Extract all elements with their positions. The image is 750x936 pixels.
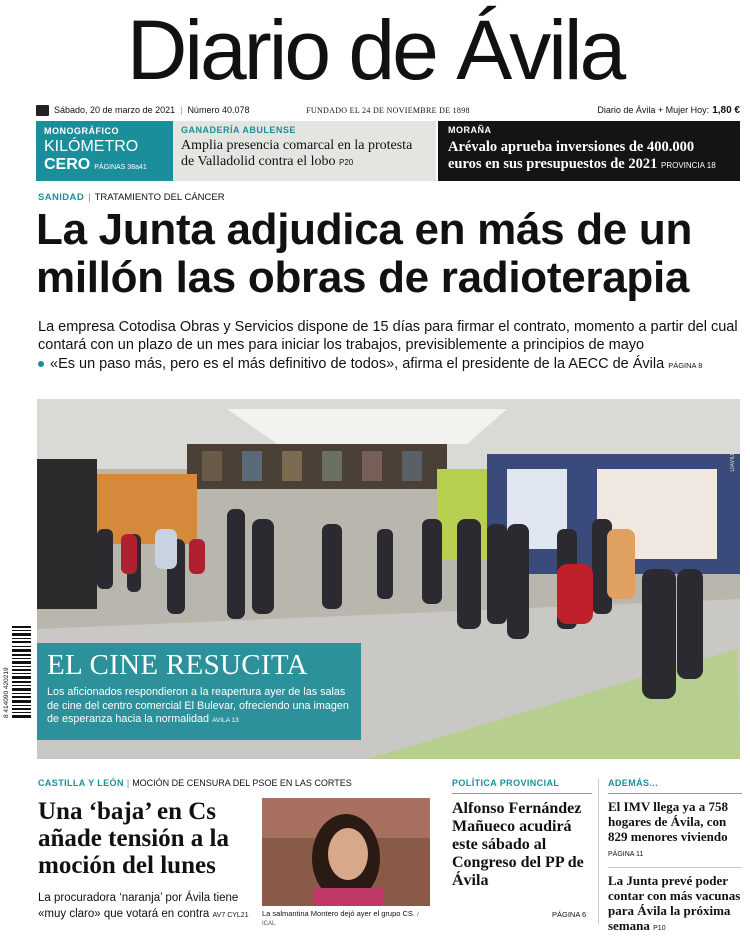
- page-ref: PROVINCIA 18: [660, 161, 716, 170]
- subsection-label: MOCIÓN DE CENSURA DEL PSOE EN LAS CORTES: [132, 778, 352, 788]
- teaser-kilometro-cero[interactable]: [36, 121, 173, 181]
- story-headline[interactable]: Alfonso Fernández Mañueco acudirá este sábado al Congreso del PP de Ávila: [452, 800, 584, 889]
- teaser-morana[interactable]: [436, 121, 740, 181]
- montero-photo[interactable]: [262, 798, 430, 906]
- photo-caption: La salmantina Montero dejó ayer el grupo CS.: [262, 909, 416, 918]
- brief-text: El IMV llega ya a 758 hogares de Ávila, con 829 menores viviendo: [608, 799, 729, 844]
- page-ref: PÁGINA 6: [552, 910, 587, 919]
- page-ref: P10: [653, 925, 666, 932]
- section-label: CASTILLA Y LEÓN: [38, 778, 124, 788]
- price: 1,80 €: [712, 104, 740, 116]
- page-ref: AVILA 13: [212, 717, 239, 724]
- portrait-image: [262, 798, 430, 906]
- main-section-tag: [38, 192, 225, 203]
- divider: [608, 867, 742, 868]
- dateline: [36, 103, 740, 117]
- teaser-headline: Arévalo aprueba inversiones de 400.000 euros en sus presupuestos de 2021: [448, 139, 695, 172]
- bullet-icon: [38, 361, 44, 367]
- issue-date: Sábado, 20 de marzo de 2021: [54, 105, 176, 115]
- divider: [608, 793, 742, 794]
- photo-caption-text: Los aficionados respondieron a la reapertura ayer de las salas de cine del centro comercial El Bulevar, ofreciendo una imagen de esperanza hacia la normalidad: [47, 686, 349, 725]
- teaser-kicker: GANADERÍA ABULENSE: [181, 125, 296, 135]
- section-label: ADEMÁS...: [608, 778, 659, 788]
- photo-credit: DAVID CASTRO: [730, 427, 736, 472]
- teaser-kicker: MORAÑA: [448, 125, 492, 135]
- teaser-title: KILÓMETRO: [44, 138, 139, 155]
- teaser-ganaderia[interactable]: [173, 121, 436, 181]
- section-tag: [38, 778, 430, 788]
- main-lead: La empresa Cotodisa Obras y Servicios dispone de 15 días para firmar el contrato, momento a partir del cual contará con un plazo de un mes para iniciar los trabajos, previsiblemente a principios de mayo: [38, 319, 738, 353]
- founded-line: FUNDADO EL 24 DE NOVIEMBRE DE 1898: [306, 105, 470, 115]
- column-divider: [598, 778, 599, 924]
- briefs-column: [608, 778, 742, 936]
- price-label: Diario de Ávila + Mujer Hoy:: [597, 105, 710, 115]
- page-ref: PÁGINA 8: [668, 361, 703, 370]
- page-ref: PÁGINA 11: [608, 851, 644, 858]
- separator: |: [88, 192, 91, 203]
- main-quote: [38, 355, 738, 375]
- story-headline[interactable]: Una ‘baja’ en Cs añade tensión a la moción del lunes: [38, 798, 230, 879]
- page-ref: P20: [338, 158, 354, 167]
- brief-item[interactable]: [608, 873, 742, 936]
- quote-text: «Es un paso más, pero es el más definitivo de todos», afirma el presidente de la AECC de Ávila: [50, 356, 665, 372]
- separator: |: [180, 105, 183, 115]
- castle-icon: [36, 105, 49, 116]
- story-body: La procuradora ‘naranja’ por Ávila tiene «muy claro» que votará en contra: [38, 892, 239, 920]
- top-teasers: [36, 121, 740, 181]
- subsection-label: TRATAMIENTO DEL CÁNCER: [94, 192, 225, 203]
- issue-number: Número 40.078: [187, 105, 250, 115]
- teaser-kicker: MONOGRÁFICO: [44, 126, 119, 136]
- photo-caption-title: EL CINE RESUCITA: [47, 649, 308, 681]
- teaser-title: CERO: [44, 156, 91, 173]
- page-ref: PÁGINAS 38a41: [94, 164, 147, 171]
- section-label: POLÍTICA PROVINCIAL: [452, 778, 560, 788]
- story-manueco: [452, 778, 592, 919]
- photo-source: / ICAL: [262, 912, 419, 927]
- section-label: SANIDAD: [38, 192, 85, 203]
- newspaper-logo[interactable]: Diario de Ávila: [126, 3, 624, 97]
- barcode: [3, 626, 31, 718]
- teaser-headline: Amplia presencia comarcal en la protesta de Valladolid contra el lobo: [181, 138, 413, 169]
- page-ref: AV7 CYL21: [212, 912, 249, 919]
- masthead: [0, 0, 750, 100]
- cinema-photo[interactable]: [37, 399, 740, 759]
- brief-item[interactable]: [608, 799, 742, 862]
- barcode-number: 8 414090 420219: [3, 667, 10, 718]
- photo-caption-box: [37, 643, 361, 740]
- divider: [452, 793, 592, 794]
- brief-text: La Junta prevé poder contar con más vacunas para Ávila la próxima semana: [608, 873, 741, 933]
- story-cs: [38, 778, 430, 927]
- separator: |: [126, 778, 130, 788]
- main-headline[interactable]: La Junta adjudica en más de un millón las obras de radioterapia: [36, 205, 693, 302]
